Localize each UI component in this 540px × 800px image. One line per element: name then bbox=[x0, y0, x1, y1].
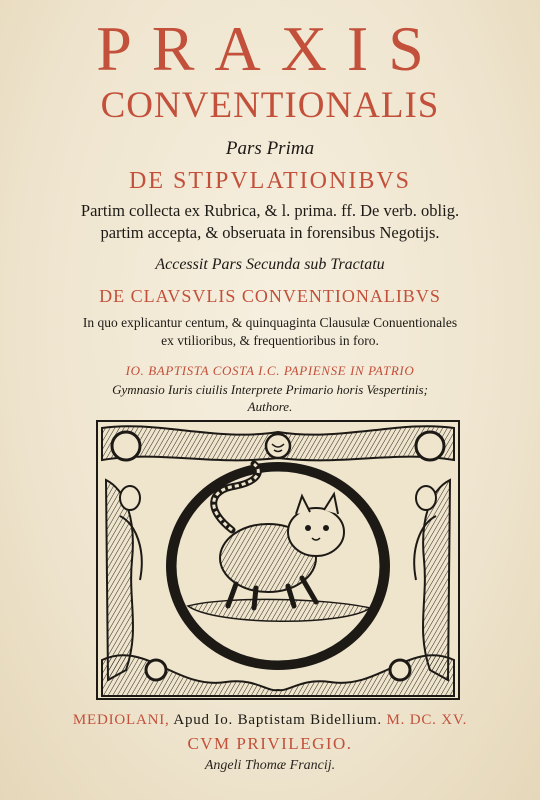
subject-line-1: Partim collecta ex Rubrica, & l. prima. ff. De verb. oblig. bbox=[80, 201, 460, 220]
part-label: Pars Prima bbox=[225, 138, 315, 159]
title-line-1: PRAXIS bbox=[96, 13, 444, 84]
ownership-signature: Angeli Thomæ Francij. bbox=[204, 758, 336, 773]
imprint-line bbox=[0, 712, 540, 729]
author-line-3: Authore. bbox=[247, 399, 293, 414]
privilege-line: CVM PRIVILEGIO. bbox=[187, 734, 353, 753]
imprint-year: M. DC. XV. bbox=[386, 712, 468, 728]
author-description bbox=[40, 381, 500, 415]
title-line-2: CONVENTIONALIS bbox=[100, 85, 440, 126]
second-part-line-1: In quo explicantur centum, & quinquaginta Clausulæ Conuentionales bbox=[82, 315, 458, 330]
author-line-2: Gymnasio Iuris ciuilis Interprete Primario horis Vespertinis; bbox=[112, 382, 428, 397]
second-part-intro: Accessit Pars Secunda sub Tractatu bbox=[155, 256, 385, 273]
second-part-line-2: ex vtilioribus, & frequentioribus in foro. bbox=[161, 333, 379, 348]
second-part-heading: DE CLAVSVLIS CONVENTIONALIBVS bbox=[99, 286, 441, 306]
subject-line-2: partim accepta, & obseruata in forensibus Negotijs. bbox=[100, 223, 440, 242]
imprint-printer: Apud Io. Baptistam Bidellium. bbox=[173, 712, 382, 728]
subject-description bbox=[40, 200, 500, 244]
top-mask bbox=[266, 434, 290, 458]
second-part-description bbox=[48, 314, 492, 350]
imprint-city: MEDIOLANI, bbox=[72, 712, 170, 728]
author-name: IO. BAPTISTA COSTA I.C. PAPIENSE IN PATRIO bbox=[125, 363, 415, 378]
subject-heading: DE STIPVLATIONIBVS bbox=[129, 168, 411, 194]
woodcut-printers-device bbox=[96, 420, 460, 700]
